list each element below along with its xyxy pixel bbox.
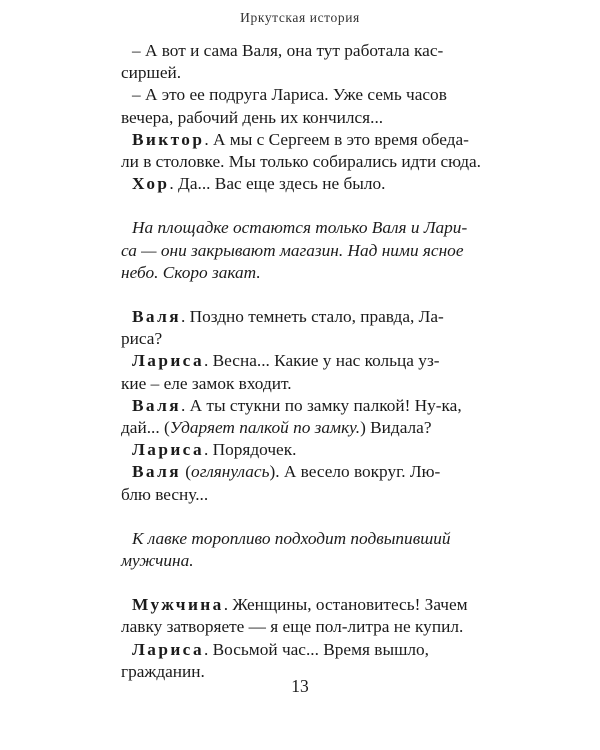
text-line: . Женщины, остановитесь! Зачем [223,595,468,615]
dialogue-viktor [121,129,502,173]
dialogue-valya [121,395,502,439]
text-line: . Восьмой час... Время вышло, [204,639,429,659]
paragraph [121,40,502,84]
text-line: . Порядочек. [204,440,297,460]
text-line: мужчина. [121,551,194,571]
dialogue-larisa [121,439,502,461]
text-line: риса? [121,329,163,349]
stage-direction-inline: оглянулась [191,462,270,482]
dialogue-larisa [121,350,502,394]
text-line: са — они закрывают магазин. Над ними ясное [121,240,464,260]
speaker-name: Лариса [132,440,205,460]
text-line: . А ты стукни по замку палкой! Ну-ка, [180,395,462,415]
speaker-name: Валя [132,462,181,482]
text-line: гражданин. [121,661,205,681]
speaker-name: Валя [132,395,181,415]
paragraph [121,84,502,128]
text-line: небо. Скоро закат. [121,262,261,282]
speaker-name: Виктор [132,129,205,149]
text-line: ( [180,462,192,482]
text-line: . Да... Вас еще здесь не было. [169,174,386,194]
stage-direction-inline: Ударяет палкой по замку. [169,418,361,438]
dialogue-muzhchina [121,594,502,638]
text-line: ). А весело вокруг. Лю- [269,462,441,482]
text-line: блю весну... [121,484,209,504]
dialogue-valya [121,461,502,505]
stage-direction [121,217,502,284]
text-line: . Поздно темнеть стало, правда, Ла- [180,307,444,327]
speaker-name: Хор [132,174,170,194]
dialogue-khor [121,173,502,195]
text-line: сиршей. [121,63,182,83]
text-line: . А мы с Сергеем в это время обеда- [204,129,469,149]
text-line: кие – еле замок входит. [121,373,292,393]
text-line: вечера, рабочий день их кончился... [121,107,384,127]
speaker-name: Лариса [132,351,205,371]
text-line: – А это ее подруга Лариса. Уже семь часов [132,85,447,105]
speaker-name: Валя [132,307,181,327]
text-line: – А вот и сама Валя, она тут работала кас- [132,41,444,60]
page-body [121,40,502,683]
dialogue-valya [121,306,502,350]
speaker-name: Мужчина [132,595,224,615]
text-line: ли в столовке. Мы только собирались идти сюда. [121,152,482,172]
stage-direction [121,528,502,572]
text-line: . Весна... Какие у нас кольца уз- [204,351,440,371]
text-line: дай... ( [121,418,170,438]
text-line: На площадке остаются только Валя и Лари- [132,218,468,238]
text-line: лавку затворяете — я еще пол-литра не купил. [121,617,464,637]
page-number: 13 [291,676,309,696]
running-header: Иркутская история [240,10,360,25]
text-line: ) Видала? [360,418,432,438]
speaker-name: Лариса [132,639,205,659]
text-line: К лавке торопливо подходит подвыпивший [132,528,451,548]
